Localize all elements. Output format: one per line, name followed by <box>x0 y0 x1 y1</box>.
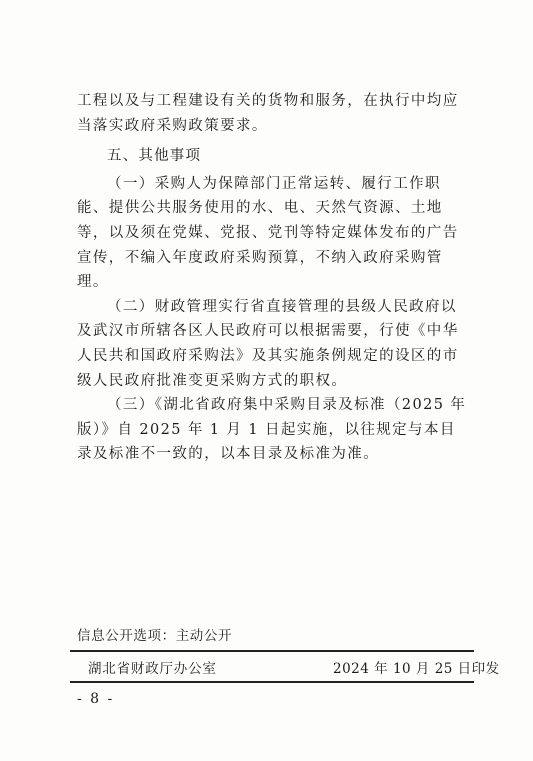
disclosure-option: 信息公开选项：主动公开 <box>77 628 233 644</box>
section-heading: 五、其他事项 <box>107 148 202 165</box>
footer-top-rule <box>70 650 474 652</box>
paragraph-item-1: （一）采购人为保障部门正常运转、履行工作职能、提供公共服务使用的水、电、天然气资源、土地等，以及须在党媒、党报、党刊等特定媒体发布的广告宣传，不编入年度政府采购预算，不纳入政府采购管理。 <box>77 175 459 291</box>
document-body <box>77 89 469 467</box>
paragraph-item-3: （三）《湖北省政府集中采购目录及标准（2025 年版）》自 2025 年 1 月 1 日起实施，以往规定与本目录及标准不一致的，以本目录及标准为准。 <box>77 397 467 463</box>
issuing-office: 湖北省财政厅办公室 <box>88 661 217 677</box>
page-number: - 8 - <box>77 691 115 707</box>
paragraph-continuation: 工程以及与工程建设有关的货物和服务，在执行中均应当落实政府采购政策要求。 <box>77 93 459 134</box>
paragraph-item-2: （二）财政管理实行省直接管理的县级人民政府以及武汉市所辖各区人民政府可以根据需要，行使《中华人民共和国政府采购法》及其实施条例规定的设区的市级人民政府批准变更采购方式的职权。 <box>77 298 459 389</box>
print-date: 2024 年 10 月 25 日印发 <box>333 661 500 677</box>
footer-bottom-rule <box>70 681 474 683</box>
